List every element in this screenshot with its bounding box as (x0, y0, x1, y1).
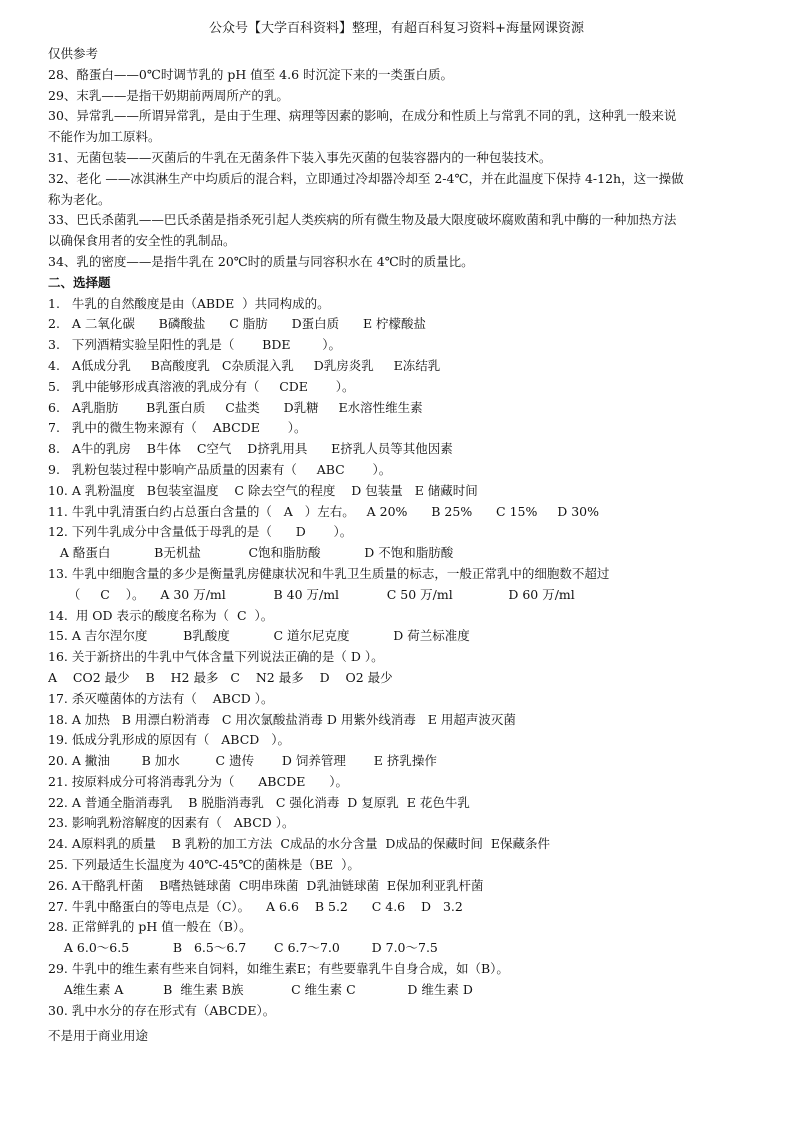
text-line: 31、无菌包装——灭菌后的牛乳在无菌条件下装入事先灭菌的包装容器内的一种包装技术。 (48, 149, 552, 165)
text-line: 以确保食用者的安全性的乳制品。 (48, 233, 236, 249)
text-line: （ C ）。 A 30 万/ml B 40 万/ml C 50 万/ml D 60 万/ml (48, 586, 575, 602)
text-line: 27. 牛乳中酪蛋白的等电点是（C）。 A 6.6 B 5.2 C 4.6 D 3.2 (48, 898, 463, 914)
text-line: 29、末乳——是指干奶期前两周所产的乳。 (48, 87, 289, 103)
text-line: 29. 牛乳中的维生素有些来自饲料，如维生素E；有些要靠乳牛自身合成，如（B）。 (48, 961, 509, 977)
document-body (48, 44, 753, 1021)
text-line: 13. 牛乳中细胞含量的多少是衡量乳房健康状况和牛乳卫生质量的标志，一般正常乳中的细胞数不超过 (48, 565, 610, 581)
text-line: 18. A 加热 B 用漂白粉消毒 C 用次氯酸盐消毒 D 用紫外线消毒 E 用超声波灭菌 (48, 711, 516, 727)
text-line: 32、老化 ——冰淇淋生产中均质后的混合料，立即通过冷却器冷却至 2-4℃，并在此温度下保持 4-12h，这一操做 (48, 170, 684, 186)
text-line: 30. 乳中水分的存在形式有（ABCDE）。 (48, 1002, 276, 1018)
text-line: 19. 低成分乳形成的原因有（ ABCD ）。 (48, 732, 290, 748)
text-line: 34、乳的密度——是指牛乳在 20℃时的质量与同容积水在 4℃时的质量比。 (48, 253, 474, 269)
text-line: 20. A 撇油 B 加水 C 遗传 D 饲养管理 E 挤乳操作 (48, 753, 437, 769)
text-line: 10. A 乳粉温度 B包装室温度 C 除去空气的程度 D 包装量 E 储藏时间 (48, 482, 478, 498)
text-line: 12. 下列牛乳成分中含量低于母乳的是（ D ）。 (48, 524, 353, 540)
text-line: 24. A原料乳的质量 B 乳粉的加工方法 C成品的水分含量 D成品的保藏时间 E保藏条件 (48, 836, 550, 852)
text-line: 22. A 普通全脂消毒乳 B 脱脂消毒乳 C 强化消毒 D 复原乳 E 花色牛乳 (48, 794, 470, 810)
text-line: 11. 牛乳中乳清蛋白约占总蛋白含量的（ A ）左右。 A 20% B 25% C 15% D 30% (48, 503, 600, 519)
text-line: 1. 牛乳的自然酸度是由（ABDE ）共同构成的。 (48, 295, 330, 311)
text-line: A CO2 最少 B H2 最多 C N2 最多 D O2 最少 (48, 669, 393, 685)
text-line: 17. 杀灭噬菌体的方法有（ ABCD ）。 (48, 690, 274, 706)
text-line: 不能作为加工原料。 (48, 129, 161, 145)
text-line: 称为老化。 (48, 191, 111, 207)
text-line: A 酪蛋白 B无机盐 C饱和脂肪酸 D 不饱和脂肪酸 (48, 545, 454, 561)
text-line: 15. A 吉尔涅尔度 B乳酸度 C 道尔尼克度 D 荷兰标准度 (48, 628, 470, 644)
text-line: 7. 乳中的微生物来源有（ ABCDE ）。 (48, 420, 307, 436)
text-line: A维生素 A B 维生素 B族 C 维生素 C D 维生素 D (48, 981, 473, 997)
section-heading: 二、选择题 (48, 274, 111, 290)
text-line: 5. 乳中能够形成真溶液的乳成分有（ CDE ）。 (48, 378, 355, 394)
text-line: 26. A干酪乳杆菌 B嗜热链球菌 C明串珠菌 D乳油链球菌 E保加利亚乳杆菌 (48, 877, 484, 893)
text-line: 21. 按原料成分可将消毒乳分为（ ABCDE ）。 (48, 773, 348, 789)
text-line: 9. 乳粉包装过程中影响产品质量的因素有（ ABC ）。 (48, 461, 392, 477)
page-footer: 不是用于商业用途 (48, 1028, 149, 1043)
text-line: 6. A乳脂肪 B乳蛋白质 C盐类 D乳糖 E水溶性维生素 (48, 399, 423, 415)
page-header: 公众号【大学百科资料】整理，有超百科复习资料+海量网课资源 (209, 21, 584, 36)
text-line: 33、巴氏杀菌乳——巴氏杀菌是指杀死引起人类疾病的所有微生物及最大限度破坏腐败菌和乳中酶的一种加热方法 (48, 212, 677, 228)
text-line: 3. 下列酒精实验呈阳性的乳是（ BDE ）。 (48, 337, 342, 353)
text-line: 16. 关于新挤出的牛乳中气体含量下列说法正确的是（ D ）。 (48, 649, 384, 665)
text-line: 14. 用 OD 表示的酸度名称为（ C ）。 (48, 607, 274, 623)
text-line: 23. 影响乳粉溶解度的因素有（ ABCD ）。 (48, 815, 295, 831)
text-line: 仅供参考 (48, 46, 99, 61)
text-line: A 6.0～6.5 B 6.5～6.7 C 6.7～7.0 D 7.0～7.5 (48, 940, 438, 956)
text-line: 2. A 二氧化碳 B磷酸盐 C 脂肪 D蛋白质 E 柠檬酸盐 (48, 316, 427, 332)
text-line: 4. A低成分乳 B高酸度乳 C杂质混入乳 D乳房炎乳 E冻结乳 (48, 357, 441, 373)
text-line: 30、异常乳——所谓异常乳，是由于生理、病理等因素的影响，在成分和性质上与常乳不同的乳，这种乳一般来说 (48, 108, 677, 124)
text-line: 28、酪蛋白——0℃时调节乳的 pH 值至 4.6 时沉淀下来的一类蛋白质。 (48, 66, 454, 82)
text-line: 28. 正常鲜乳的 pH 值一般在（B）。 (48, 919, 252, 935)
text-line: 8. A牛的乳房 B牛体 C空气 D挤乳用具 E挤乳人员等其他因素 (48, 441, 453, 457)
text-line: 25. 下列最适生长温度为 40℃-45℃的菌株是（BE ）。 (48, 857, 360, 873)
